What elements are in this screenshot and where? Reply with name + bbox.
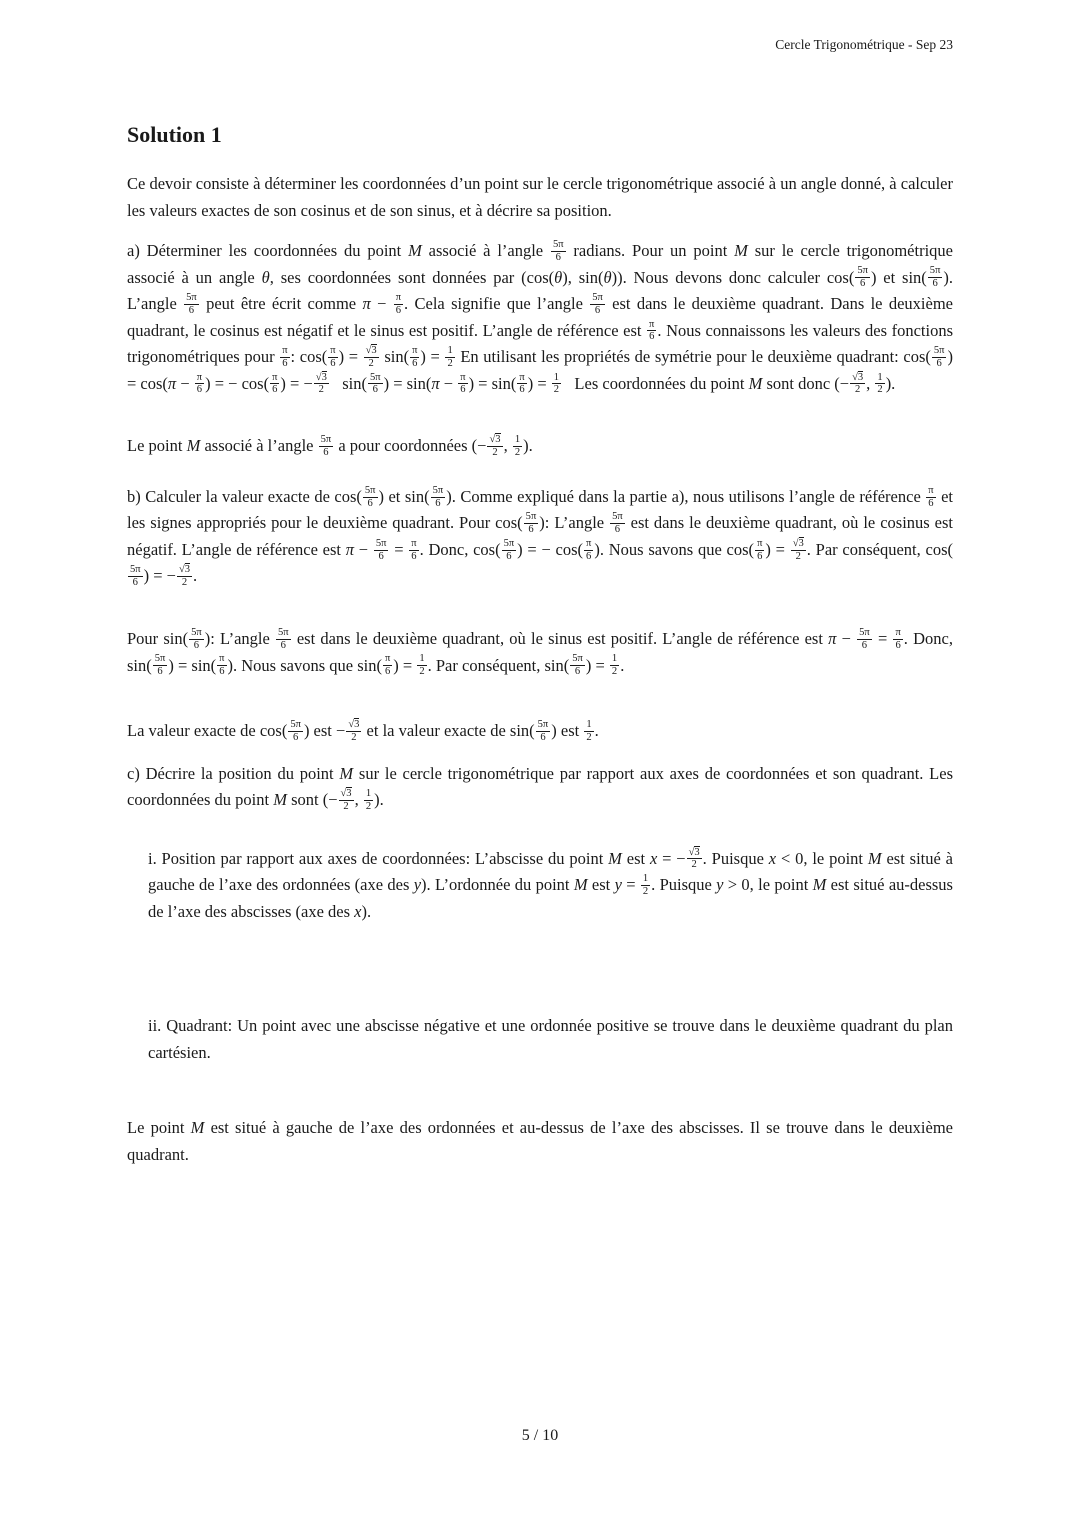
page-content [127,0,953,1168]
page-header-running-title: Cercle Trigonométrique - Sep 23 [775,37,953,52]
paragraph-item-i: i. Position par rapport aux axes de coordonnées: L’abscisse du point M est x = − $\frac{√3}{2}$ . Puisque x < 0, le point M est situé à gauche de l’axe des ordonnées (axe des y). L’ordonnée du point M est y = $\frac{1}{2}$ . Puisque y > 0, le point M est situé au-dessus de l’axe des abscisses (axe des x). [148,846,953,921]
section-title: Solution 1 [127,122,222,147]
page-number: 5 / 10 [521,1427,559,1444]
paragraph-item-ii: ii. Quadrant: Un point avec une abscisse négative et une ordonnée positive se trouve dans le deuxième quadrant du plan cartésien. [148,1016,953,1062]
paragraph-result-a: Le point M associé à l’angle $\frac{5\pi}{6}$ a pour coordonnées (− $\frac{√3}{2}$ , $\frac{1}{2}$ ). [127,434,533,458]
paragraph-part-b: b) Calculer la valeur exacte de cos( $\frac{5\pi}{6}$ ) et sin( $\frac{5\pi}{6}$ ). Comme expliqué dans la partie a), nous utilisons l’angle de référence $\frac{\pi}{6}$ et les signes appropriés pour le deuxième quadrant. Pour cos( $\frac{5\pi}{6}$ ): L’angle $\frac{5\pi}{6}$ est dans le deuxième quadrant, où le cosinus est négatif. L’angle de référence est π − $\frac{5\pi}{6}$ = $\frac{\pi}{6}$ . Donc, cos( $\frac{5\pi}{6}$ ) = − cos( $\frac{\pi}{6}$ ). Nous savons que cos( $\frac{\pi}{6}$ ) = $\frac{√3}{2}$ . Par conséquent, cos( $\frac{5\pi}{6}$ ) = − $\frac{√3}{2}$ . [127,484,953,589]
paragraph-part-a: a) Déterminer les coordonnées du point M associé à l’angle $\frac{5\pi}{6}$ radians. Pour un point M sur le cercle trigonométrique associé à un angle θ, ses coordonnées sont données par (cos(θ), sin(θ)). Nous devons donc calculer cos( $\frac{5\pi}{6}$ ) et sin( $\frac{5\pi}{6}$ ). L’angle $\frac{5\pi}{6}$ peut être écrit comme π − $\frac{\pi}{6}$ . Cela signifie que l’angle $\frac{5\pi}{6}$ est dans le deuxième quadrant. Dans le deuxième quadrant, le cosinus est négatif et le sinus est positif. L’angle de référence est $\frac{\pi}{6}$ . Nous connaissons les valeurs des fonctions trigonométriques pour $\frac{\pi}{6}$ : cos( $\frac{\pi}{6}$ ) = $\frac{√3}{2}$ sin( $\frac{\pi}{6}$ ) = $\frac{1}{2}$ En utilisant les propriétés de symétrie pour le deuxième quadrant: cos( $\frac{5\pi}{6}$ ) = cos(π − $\frac{\pi}{6}$ ) = − cos( $\frac{\pi}{6}$ ) = − $\frac{√3}{2}$ sin( $\frac{5\pi}{6}$ ) = sin(π − $\frac{\pi}{6}$ ) = sin( $\frac{\pi}{6}$ ) = $\frac{1}{2}$ Les coordonnées du point M sont donc (− $\frac{√3}{2}$ , $\frac{1}{2}$ ). [127,238,954,396]
paragraph-result-b: La valeur exacte de cos( $\frac{5\pi}{6}$ ) est − $\frac{√3}{2}$ et la valeur exacte de sin( $\frac{5\pi}{6}$ ) est $\frac{1}{2}$ . [127,719,599,743]
paragraph-intro: Ce devoir consiste à déterminer les coordonnées d’un point sur le cercle trigonométrique associé à un angle donné, à calculer les valeurs exactes de son cosinus et de son sinus, et à décrire sa position. [127,174,953,220]
paragraph-conclusion: Le point M est situé à gauche de l’axe des ordonnées et au-dessus de l’axe des abscisses. Il se trouve dans le deuxième quadrant. [127,1118,953,1164]
paragraph-part-b-sin: Pour sin( $\frac{5\pi}{6}$ ): L’angle $\frac{5\pi}{6}$ est dans le deuxième quadrant, où le sinus est positif. L’angle de référence est π − $\frac{5\pi}{6}$ = $\frac{\pi}{6}$ . Donc, sin( $\frac{5\pi}{6}$ ) = sin( $\frac{\pi}{6}$ ). Nous savons que sin( $\frac{\pi}{6}$ ) = $\frac{1}{2}$ . Par conséquent, sin( $\frac{5\pi}{6}$ ) = $\frac{1}{2}$ . [127,626,953,678]
paragraph-part-c: c) Décrire la position du point M sur le cercle trigonométrique par rapport aux axes de coordonnées et son quadrant. Les coordonnées du point M sont (− $\frac{√3}{2}$ , $\frac{1}{2}$ ). [127,763,954,812]
